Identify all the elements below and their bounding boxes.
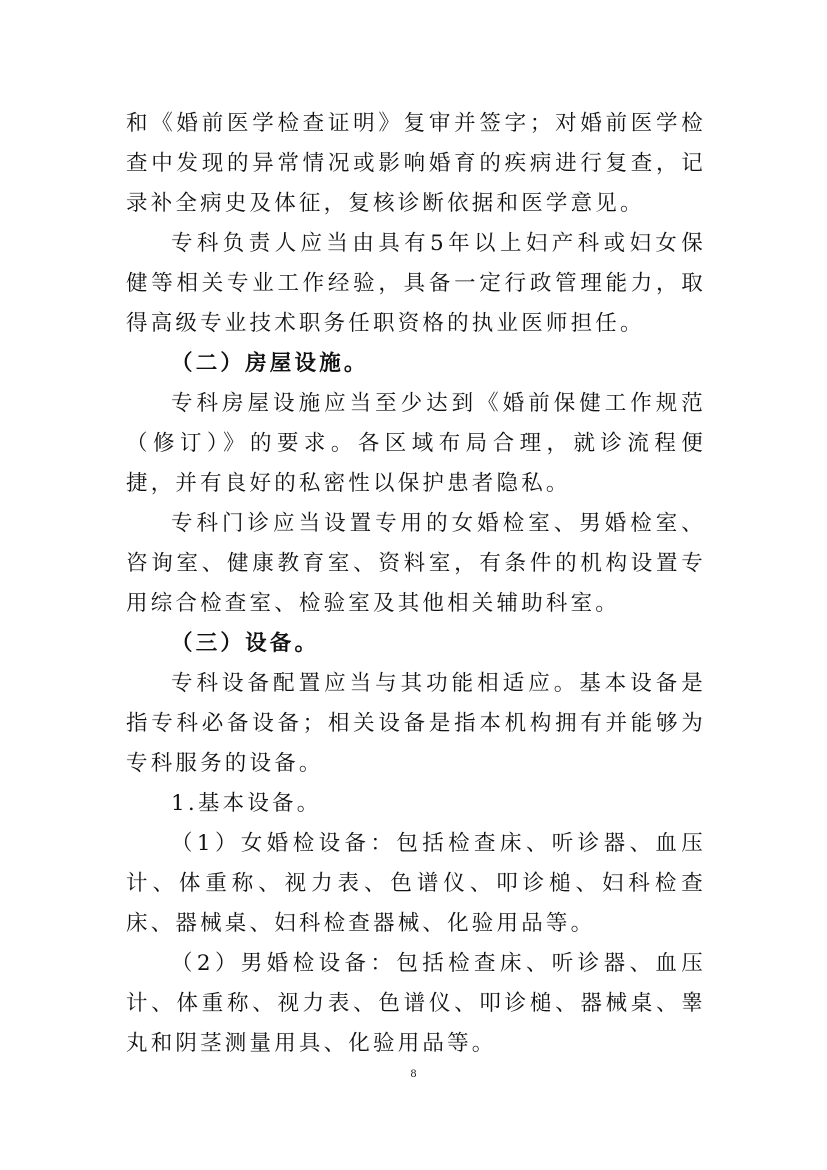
- section-heading-facilities: （二）房屋设施。: [171, 351, 369, 376]
- paragraph-facilities-requirements: 专科房屋设施应当至少达到《婚前保健工作规范（修订）》的要求。各区域布局合理，就诊流程便捷，并有良好的私密性以保护患者隐私。: [126, 391, 706, 496]
- paragraph-female-exam-equipment: （1）女婚检设备：包括检查床、听诊器、血压计、体重称、视力表、色谱仪、叩诊槌、妇科检查床、器械桌、妇科检查器械、化验用品等。: [126, 831, 706, 936]
- paragraph-male-exam-equipment: （2）男婚检设备：包括检查床、听诊器、血压计、体重称、视力表、色谱仪、叩诊槌、器械桌、睾丸和阴茎测量用具、化验用品等。: [126, 951, 706, 1056]
- subheading-basic-equipment: 1.基本设备。: [171, 791, 322, 816]
- paragraph-department-head: 专科负责人应当由具有5年以上妇产科或妇女保健等相关专业工作经验，具备一定行政管理能力，取得高级专业技术职务任职资格的执业医师担任。: [126, 231, 706, 336]
- page-number: 8: [410, 1066, 417, 1080]
- paragraph-equipment-definition: 专科设备配置应当与其功能相适应。基本设备是指专科必备设备；相关设备是指本机构拥有并能够为专科服务的设备。: [126, 671, 706, 776]
- paragraph-clinic-rooms: 专科门诊应当设置专用的女婚检室、男婚检室、咨询室、健康教育室、资料室，有条件的机构设置专用综合检查室、检验室及其他相关辅助科室。: [126, 511, 706, 616]
- page-content: [126, 104, 706, 1064]
- section-heading-equipment: （三）设备。: [171, 631, 320, 656]
- paragraph-continued: 和《婚前医学检查证明》复审并签字；对婚前医学检查中发现的异常情况或影响婚育的疾病进行复查，记录补全病史及体征，复核诊断依据和医学意见。: [126, 111, 706, 216]
